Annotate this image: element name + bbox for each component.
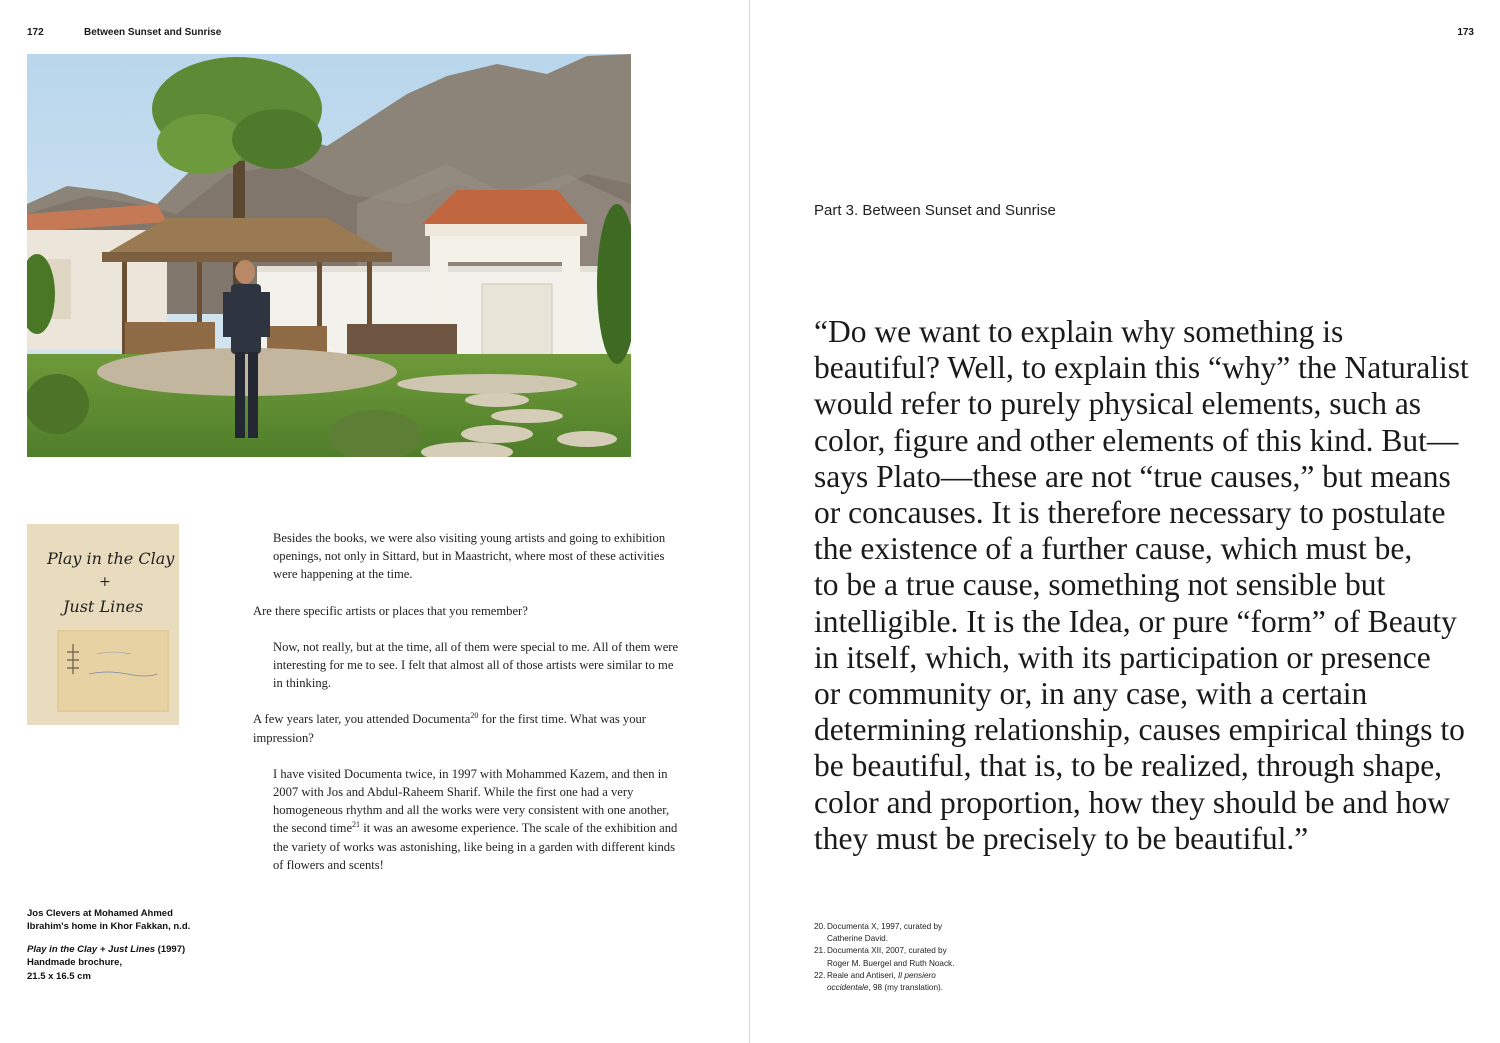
brochure-caption: Play in the Clay + Just Lines (1997) Handmade brochure, 21.5 x 16.5 cm bbox=[27, 943, 186, 982]
question-paragraph-1: Are there specific artists or places that you remember? bbox=[253, 603, 528, 618]
answer-paragraph-3: I have visited Documenta twice, in 1997 with Mohammed Kazem, and then in 2007 with Jos and Abdul-Raheem Sharif. While the first one had a very homogeneous rhythm and all the works were very consistent with one another, the second time$^{21}$ it was an awesome experience. The scale of the exhibition and the variety of works was astonishing, like being in a garden with different kinds of flowers and scents! bbox=[273, 766, 678, 872]
answer-paragraph-2: Now, not really, but at the time, all of them were special to me. All of them were interesting for me to see. I felt that almost all of those artists were similar to me in thinking. bbox=[273, 639, 679, 691]
interview-text bbox=[253, 529, 685, 892]
photo-caption: Jos Clevers at Mohamed Ahmed Ibrahim's home in Khor Fakkan, n.d. bbox=[27, 908, 191, 933]
footnote-ref-21[interactable]: 21 bbox=[352, 820, 361, 830]
part-title: Part 3. Between Sunset and Sunrise bbox=[814, 202, 1056, 219]
footnote-20: 20. Documenta X, 1997, curated by Catherine David. bbox=[814, 922, 943, 944]
footnotes bbox=[814, 921, 1054, 994]
page-number-left: 172 bbox=[27, 27, 44, 38]
garden-photo bbox=[27, 54, 631, 457]
left-page bbox=[0, 0, 749, 1043]
image-captions bbox=[27, 907, 197, 992]
brochure-plus: + bbox=[99, 574, 111, 590]
pull-quote: “Do we want to explain why something is beautiful? Well, to explain this “why” the Naturalist would refer to purely physical elements, such as color, figure and other elements of this kind. But— says Plato—these are not “true causes,” but means or concauses. It is therefore necessary to postulate the existence of a further cause, which must be, to be a true cause, something not sensible but intelligible. It is the Idea, or pure “form” of Beauty in itself, which, with its participation or presence or community or, in any case, with a certain determining relationship, causes empirical things to be beautiful, that is, to be realized, through shape, color and proportion, how they should be and how they must be precisely to be beautiful.” bbox=[814, 314, 1469, 856]
page-number-right: 173 bbox=[1457, 27, 1474, 38]
brochure-title-line2: Just Lines bbox=[63, 597, 144, 616]
footnote-ref-20[interactable]: 20 bbox=[470, 711, 479, 721]
question-paragraph-2: A few years later, you attended Documenta$^{20}$ for the first time. What was your impression? bbox=[253, 711, 647, 745]
running-head: Between Sunset and Sunrise bbox=[84, 27, 222, 38]
answer-paragraph-1: Besides the books, we were also visiting young artists and going to exhibition openings, not only in Sittard, but in Maastricht, where most of these activities were happening at the time. bbox=[273, 531, 666, 582]
footnote-21: 21. Documenta XII, 2007, curated by Roger M. Buergel and Ruth Noack. bbox=[814, 946, 955, 968]
right-page bbox=[751, 0, 1500, 1043]
page-gutter bbox=[749, 0, 750, 1043]
brochure-title-line1: Play in the Clay bbox=[47, 549, 175, 568]
brochure-image bbox=[27, 524, 179, 725]
footnote-22: 22. Reale and Antiseri, Il pensiero occidentale, 98 (my translation). bbox=[814, 970, 944, 993]
